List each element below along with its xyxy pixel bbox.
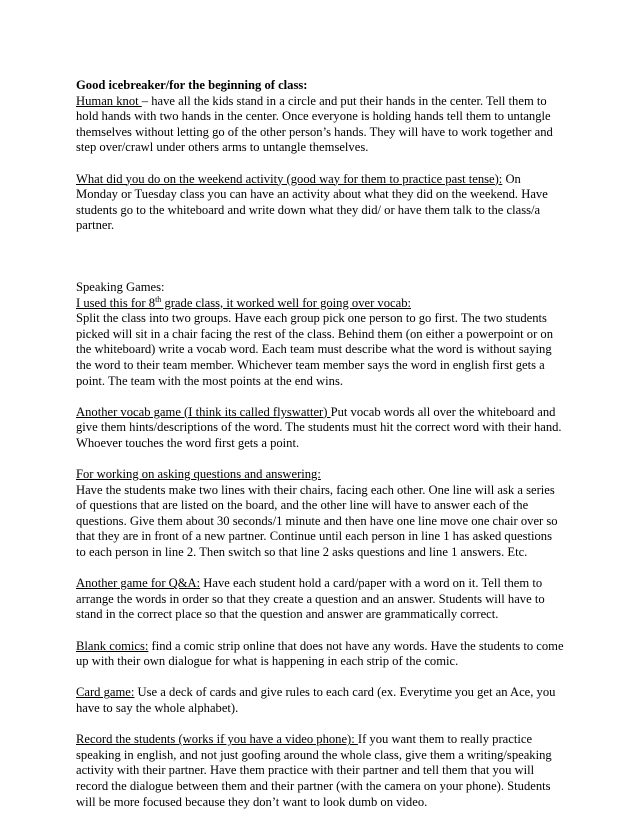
speaking-games-heading: Speaking Games:	[76, 279, 165, 294]
qa-text: Have the students make two lines with their chairs, facing each other. One line will ask a series of questions that are listed on the board, and the other line will have to answer each of the questions. Give them about 30 seconds/1 minute and then have one line move one chair over so that they are in front of a new partner. Continue until each person in line 1 has asked questions to each person in line 2. Then switch so that line 2 asks questions and line 1 answers. Etc.	[76, 482, 558, 560]
comics-paragraph	[76, 639, 564, 670]
card-game-label: Card game:	[76, 685, 135, 700]
record-label: Record the students (works if you have a video phone):	[76, 732, 358, 747]
eighth-grade-text: Split the class into two groups. Have each group pick one person to go first. The two students picked will sit in a chair facing the rest of the class. Behind them (on either a powerpoint or on the whiteboard) write a vocab word. Each team must describe what the word is without saying the word to their team member. Whichever team member says the word in english first gets a point. The team with the most points at the end wins.	[76, 311, 554, 388]
card-game-paragraph	[76, 685, 564, 716]
human-knot-label: Human knot	[76, 93, 142, 108]
eighth-label-superscript: th	[155, 294, 162, 304]
eighth-grade-label	[76, 296, 564, 312]
qa2-paragraph	[76, 576, 564, 623]
comics-text: find a comic strip online that does not have any words. Have the students to come up with their own dialogue for what is happening in each strip of the comic.	[76, 638, 564, 669]
document-page	[76, 78, 564, 810]
card-game-text: Use a deck of cards and give rules to each card (ex. Everytime you get an Ace, you have to say the whole alphabet).	[76, 685, 556, 715]
qa2-label: Another game for Q&A:	[76, 576, 201, 591]
flyswatter-label: Another vocab game (I think its called flyswatter)	[76, 404, 331, 419]
human-knot-text: – have all the kids stand in a circle and put their hands in the center. Tell them to hold hands with two hands in the center. Once everyone is holding hands tell them to untangle themselves without letting go of the other person’s hands. They will have to work together and step over/crawl under others arms to untangle themselves.	[76, 93, 553, 155]
human-knot-paragraph	[76, 94, 564, 156]
weekend-text: On Monday or Tuesday class you can have an activity about what they did on the weekend. Have students go to the whiteboard and write down what they did/ or have them talk to the class/a partner.	[76, 171, 548, 233]
weekend-paragraph	[76, 172, 564, 234]
record-text: If you want them to really practice speaking in english, and not just goofing around the whole class, give them a writing/speaking activity with their partner. Have them practice with their partner and tell them that you will record the dialogue between them and their partner (with the camera on your phone). Students will be more focused because they don’t want to look dumb on video.	[76, 732, 552, 809]
icebreaker-heading: Good icebreaker/for the beginning of class:	[76, 78, 308, 92]
flyswatter-paragraph	[76, 405, 564, 452]
qa-label: For working on asking questions and answering:	[76, 467, 321, 482]
weekend-label: What did you do on the weekend activity (good way for them to practice past tense):	[76, 171, 503, 186]
record-paragraph	[76, 732, 564, 810]
qa2-text: Have each student hold a card/paper with a word on it. Tell them to arrange the words in order so that they create a question and an answer. Students will have to stand in the correct place so that the question and answer are grammatically correct.	[76, 576, 545, 622]
comics-label: Blank comics:	[76, 638, 149, 653]
flyswatter-text: Put vocab words all over the whiteboard and give them hints/descriptions of the word. The students must hit the correct word with their hand. Whoever touches the word first gets a point.	[76, 404, 562, 450]
eighth-label-part-b: grade class, it worked well for going over vocab:	[161, 295, 411, 310]
eighth-label-part-a: I used this for 8	[76, 295, 156, 310]
